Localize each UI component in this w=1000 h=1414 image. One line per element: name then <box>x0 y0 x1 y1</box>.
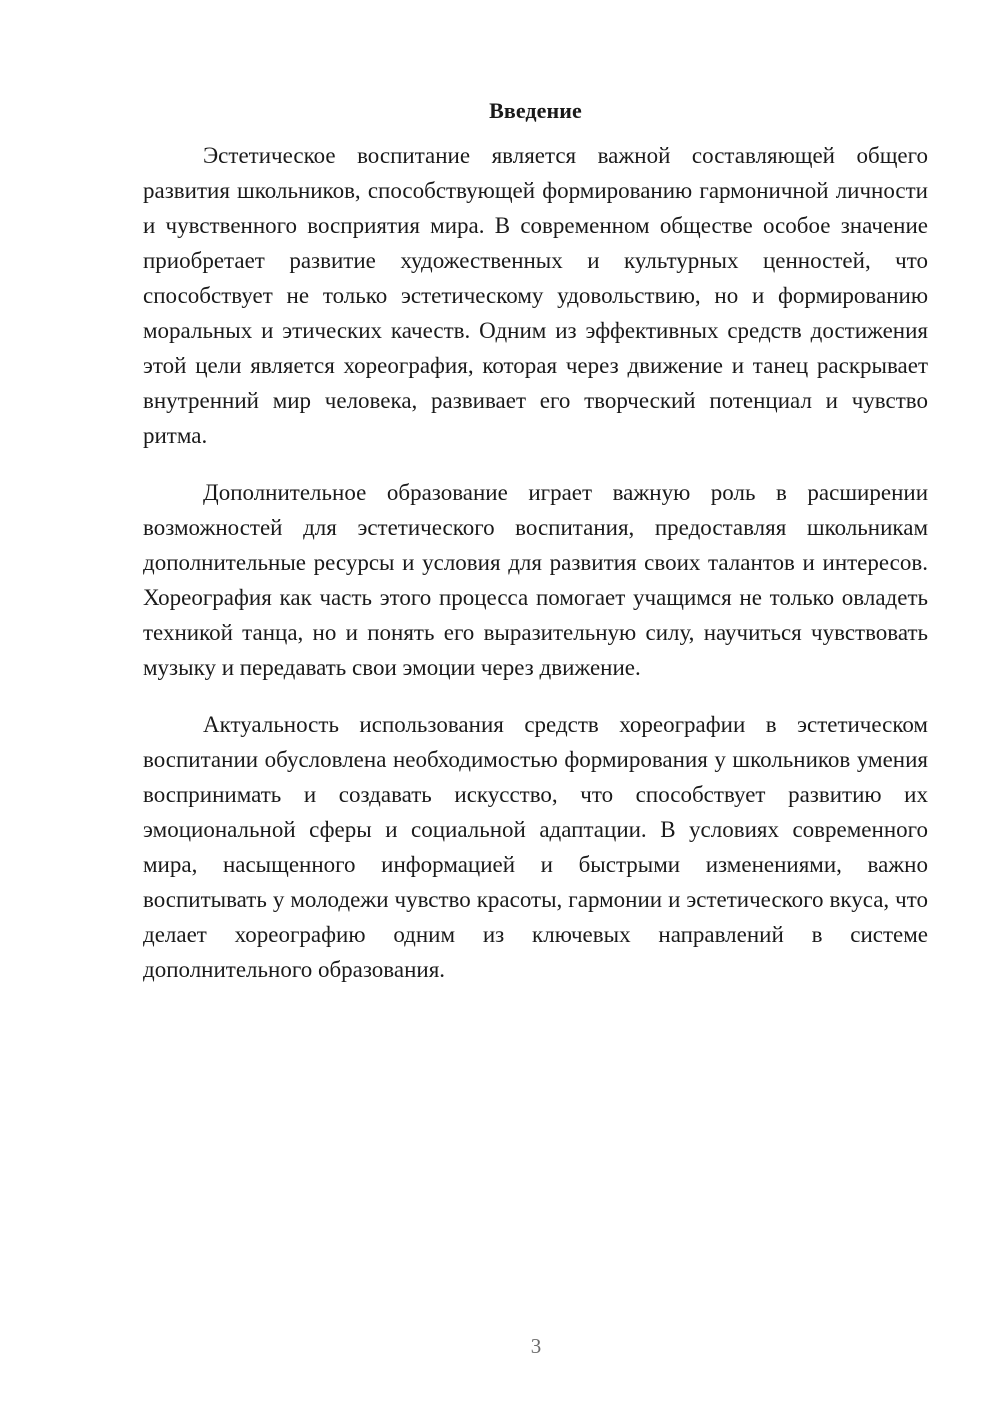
page-body <box>143 96 928 987</box>
section-heading: Введение <box>489 98 582 123</box>
paragraph-1: Эстетическое воспитание является важной составляющей общего развития школьников, способствующей формированию гармоничной личности и чувственного восприятия мира. В современном обществе особое значение приобретает развитие художественных и культурных ценностей, что способствует не только эстетическому удовольствию, но и формированию моральных и этических качеств. Одним из эффективных средств достижения этой цели является хореография, которая через движение и танец раскрывает внутренний мир человека, развивает его творческий потенциал и чувство ритма. <box>143 143 928 448</box>
page-number: 3 <box>530 1334 542 1358</box>
paragraph-2: Дополнительное образование играет важную роль в расширении возможностей для эстетического воспитания, предоставляя школьникам дополнительные ресурсы и условия для развития своих талантов и интересов. Хореография как часть этого процесса помогает учащимся не только овладеть техникой танца, но и понять его выразительную силу, научиться чувствовать музыку и передавать свои эмоции через движение. <box>143 480 928 680</box>
paragraph-3: Актуальность использования средств хореографии в эстетическом воспитании обусловлена необходимостью формирования у школьников умения воспринимать и создавать искусство, что способствует развитию их эмоциональной сферы и социальной адаптации. В условиях современного мира, насыщенного информацией и быстрыми изменениями, важно воспитывать у молодежи чувство красоты, гармонии и эстетического вкуса, что делает хореографию одним из ключевых направлений в системе дополнительного образования. <box>143 712 928 982</box>
